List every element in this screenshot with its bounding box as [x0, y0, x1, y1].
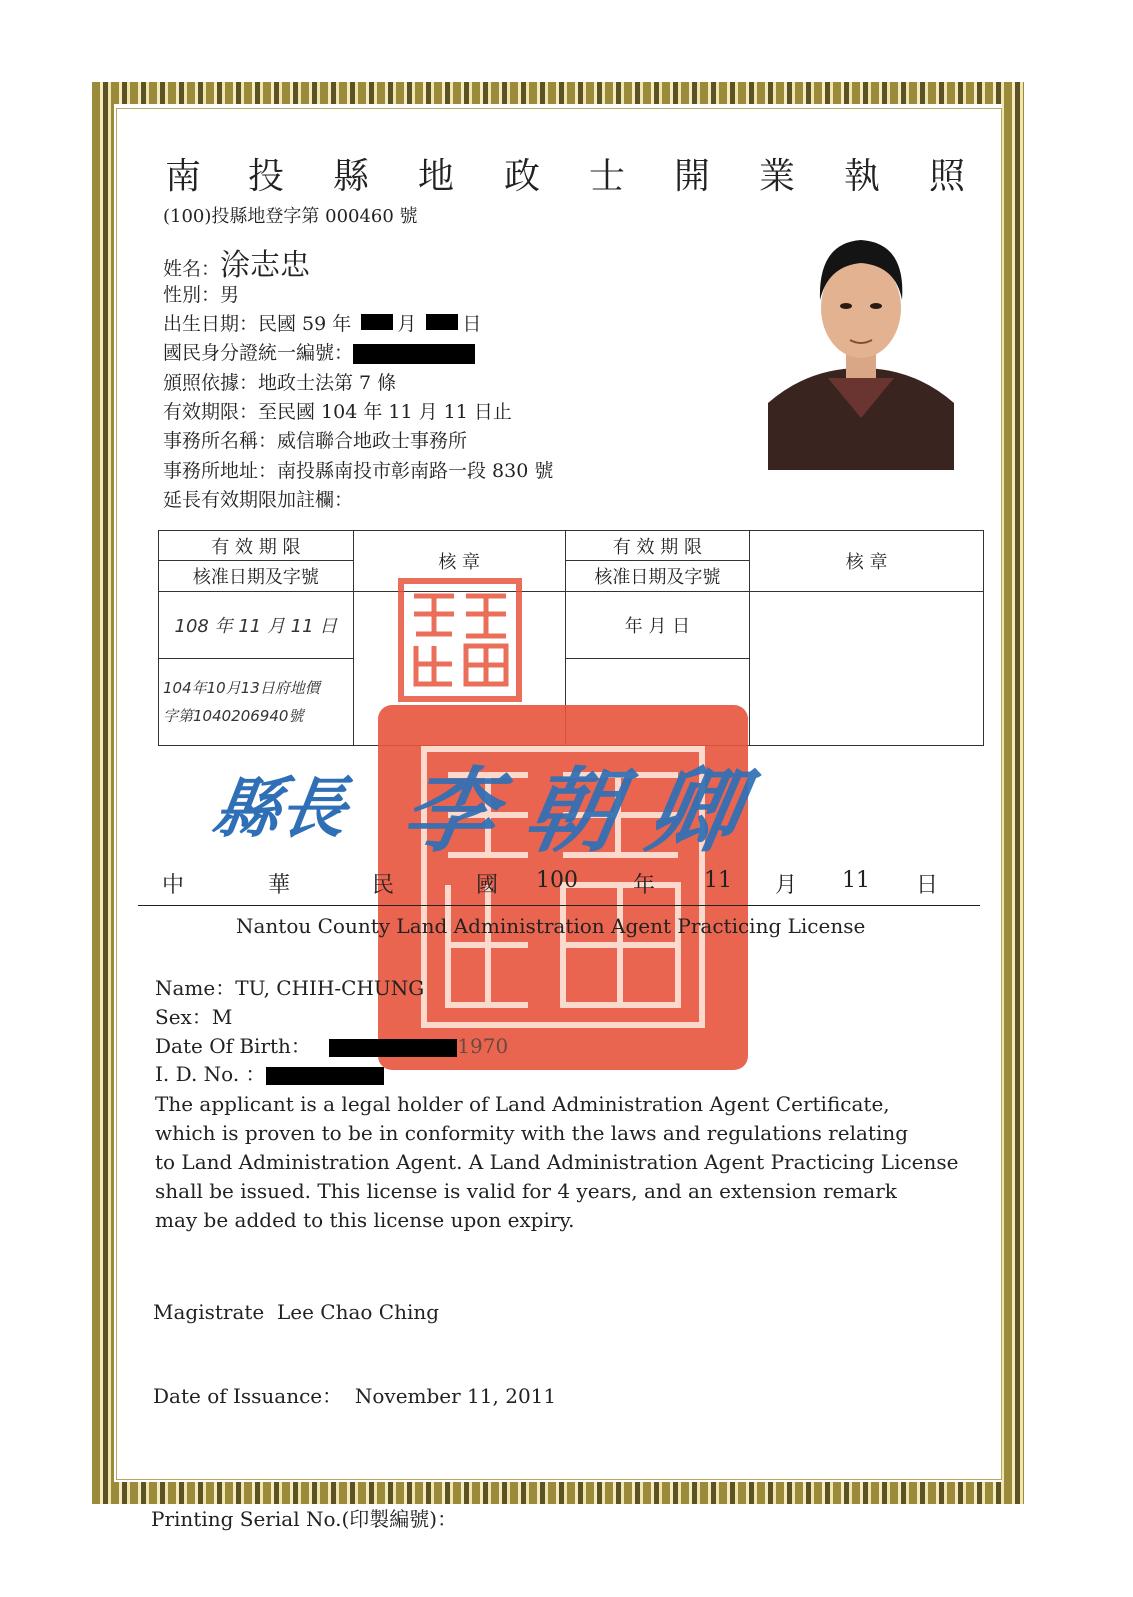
office-address-row: 事務所地址：南投縣南投市彰南路一段 830 號 — [163, 460, 554, 482]
signature-title: 縣長 — [208, 769, 352, 847]
small-official-seal — [398, 578, 522, 702]
title-char: 政 — [504, 156, 541, 197]
approval-line: 104年10月13日府地價 — [163, 678, 320, 697]
holder-photo — [768, 218, 954, 470]
issue-date-char: 100 — [536, 868, 578, 893]
seal-cell — [750, 591, 984, 745]
id-label: 國民身分證統一編號： — [163, 342, 354, 364]
name-value: 涂志忠 — [220, 248, 311, 283]
body-line: to Land Administration Agent. A Land Administration Agent Practicing License — [155, 1150, 959, 1174]
basis-row: 頒照依據：地政士法第 7 條 — [163, 372, 397, 394]
header-approval: 核准日期及字號 — [159, 561, 354, 591]
redaction-bar — [361, 314, 393, 330]
extension-label: 延長有效期限加註欄： — [163, 489, 354, 511]
office-name-row: 事務所名稱：威信聯合地政士事務所 — [163, 430, 468, 452]
issue-date-char: 月 — [775, 873, 798, 898]
issue-date-char: 年 — [633, 873, 656, 898]
title-char: 投 — [248, 156, 285, 197]
dob-year: 1970 — [457, 1034, 509, 1058]
issue-date-char: 華 — [268, 873, 291, 898]
english-body — [155, 1090, 985, 1235]
validity-row: 有效期限：至民國 104 年 11 月 11 日止 — [163, 401, 512, 423]
body-line: may be added to this license upon expiry. — [155, 1208, 575, 1232]
section-divider — [138, 905, 980, 906]
english-id-row — [155, 1058, 384, 1087]
english-name: Name：TU, CHIH-CHUNG — [155, 976, 425, 1000]
body-line: which is proven to be in conformity with the laws and regulations relating — [155, 1121, 909, 1145]
dob-row — [163, 309, 481, 336]
dob-day-label: 日 — [462, 313, 482, 335]
extension-date-cell: 年 月 日 — [565, 591, 750, 658]
header-seal: 核 章 — [353, 531, 565, 592]
issue-date-char: 11 — [842, 868, 870, 893]
redaction-bar — [329, 1039, 457, 1057]
title-char: 士 — [589, 156, 626, 197]
issuance-date-line: Date of Issuance： November 11, 2011 — [153, 1384, 557, 1408]
name-label: 姓名： — [163, 258, 221, 280]
body-line: shall be issued. This license is valid for 4 years, and an extension remark — [155, 1179, 897, 1203]
redaction-bar — [353, 344, 475, 364]
printing-serial: Printing Serial No.(印製編號)： — [151, 1507, 458, 1531]
header-valid: 有 效 期 限 — [565, 531, 750, 561]
header-seal: 核 章 — [750, 531, 984, 592]
approval-number-cell — [159, 658, 354, 745]
issue-date-char: 中 — [162, 873, 185, 898]
magistrate-line: Magistrate Lee Chao Ching — [153, 1300, 440, 1324]
name-row — [163, 240, 310, 284]
issue-date-char: 11 — [704, 868, 732, 893]
issue-date-char: 民 — [372, 873, 395, 898]
extension-date-cell: 108 年 11 月 11 日 — [159, 591, 354, 658]
header-valid: 有 效 期 限 — [159, 531, 354, 561]
english-dob-row — [155, 1030, 508, 1059]
issue-date-char: 國 — [476, 873, 499, 898]
title-char: 開 — [674, 156, 711, 197]
license-number: (100)投縣地登字第 000460 號 — [163, 206, 418, 227]
issue-date-char: 日 — [916, 873, 939, 898]
body-line: The applicant is a legal holder of Land Administration Agent Certificate, — [155, 1092, 890, 1116]
id-label: I. D. No. ： — [155, 1062, 266, 1086]
title-char: 南 — [165, 156, 202, 197]
dob-prefix: 出生日期：民國 59 年 — [163, 313, 352, 335]
dob-month-label: 月 — [397, 313, 417, 335]
title-char: 地 — [418, 156, 455, 197]
dob-label: Date Of Birth： — [155, 1034, 311, 1058]
redaction-bar — [426, 314, 458, 330]
sex-row: 性別：男 — [163, 284, 240, 306]
english-sex: Sex：M — [155, 1005, 233, 1029]
id-row — [163, 338, 475, 365]
title-char: 縣 — [333, 156, 370, 197]
approval-line: 字第1040206940號 — [163, 706, 304, 725]
signature-name: 李朝卿 — [394, 757, 780, 865]
title-char: 照 — [929, 156, 966, 197]
header-approval: 核准日期及字號 — [565, 561, 750, 591]
title-char: 業 — [759, 156, 796, 197]
english-title: Nantou County Land Administration Agent Practicing License — [236, 914, 866, 938]
title-char: 執 — [844, 156, 881, 197]
redaction-bar — [266, 1067, 384, 1085]
